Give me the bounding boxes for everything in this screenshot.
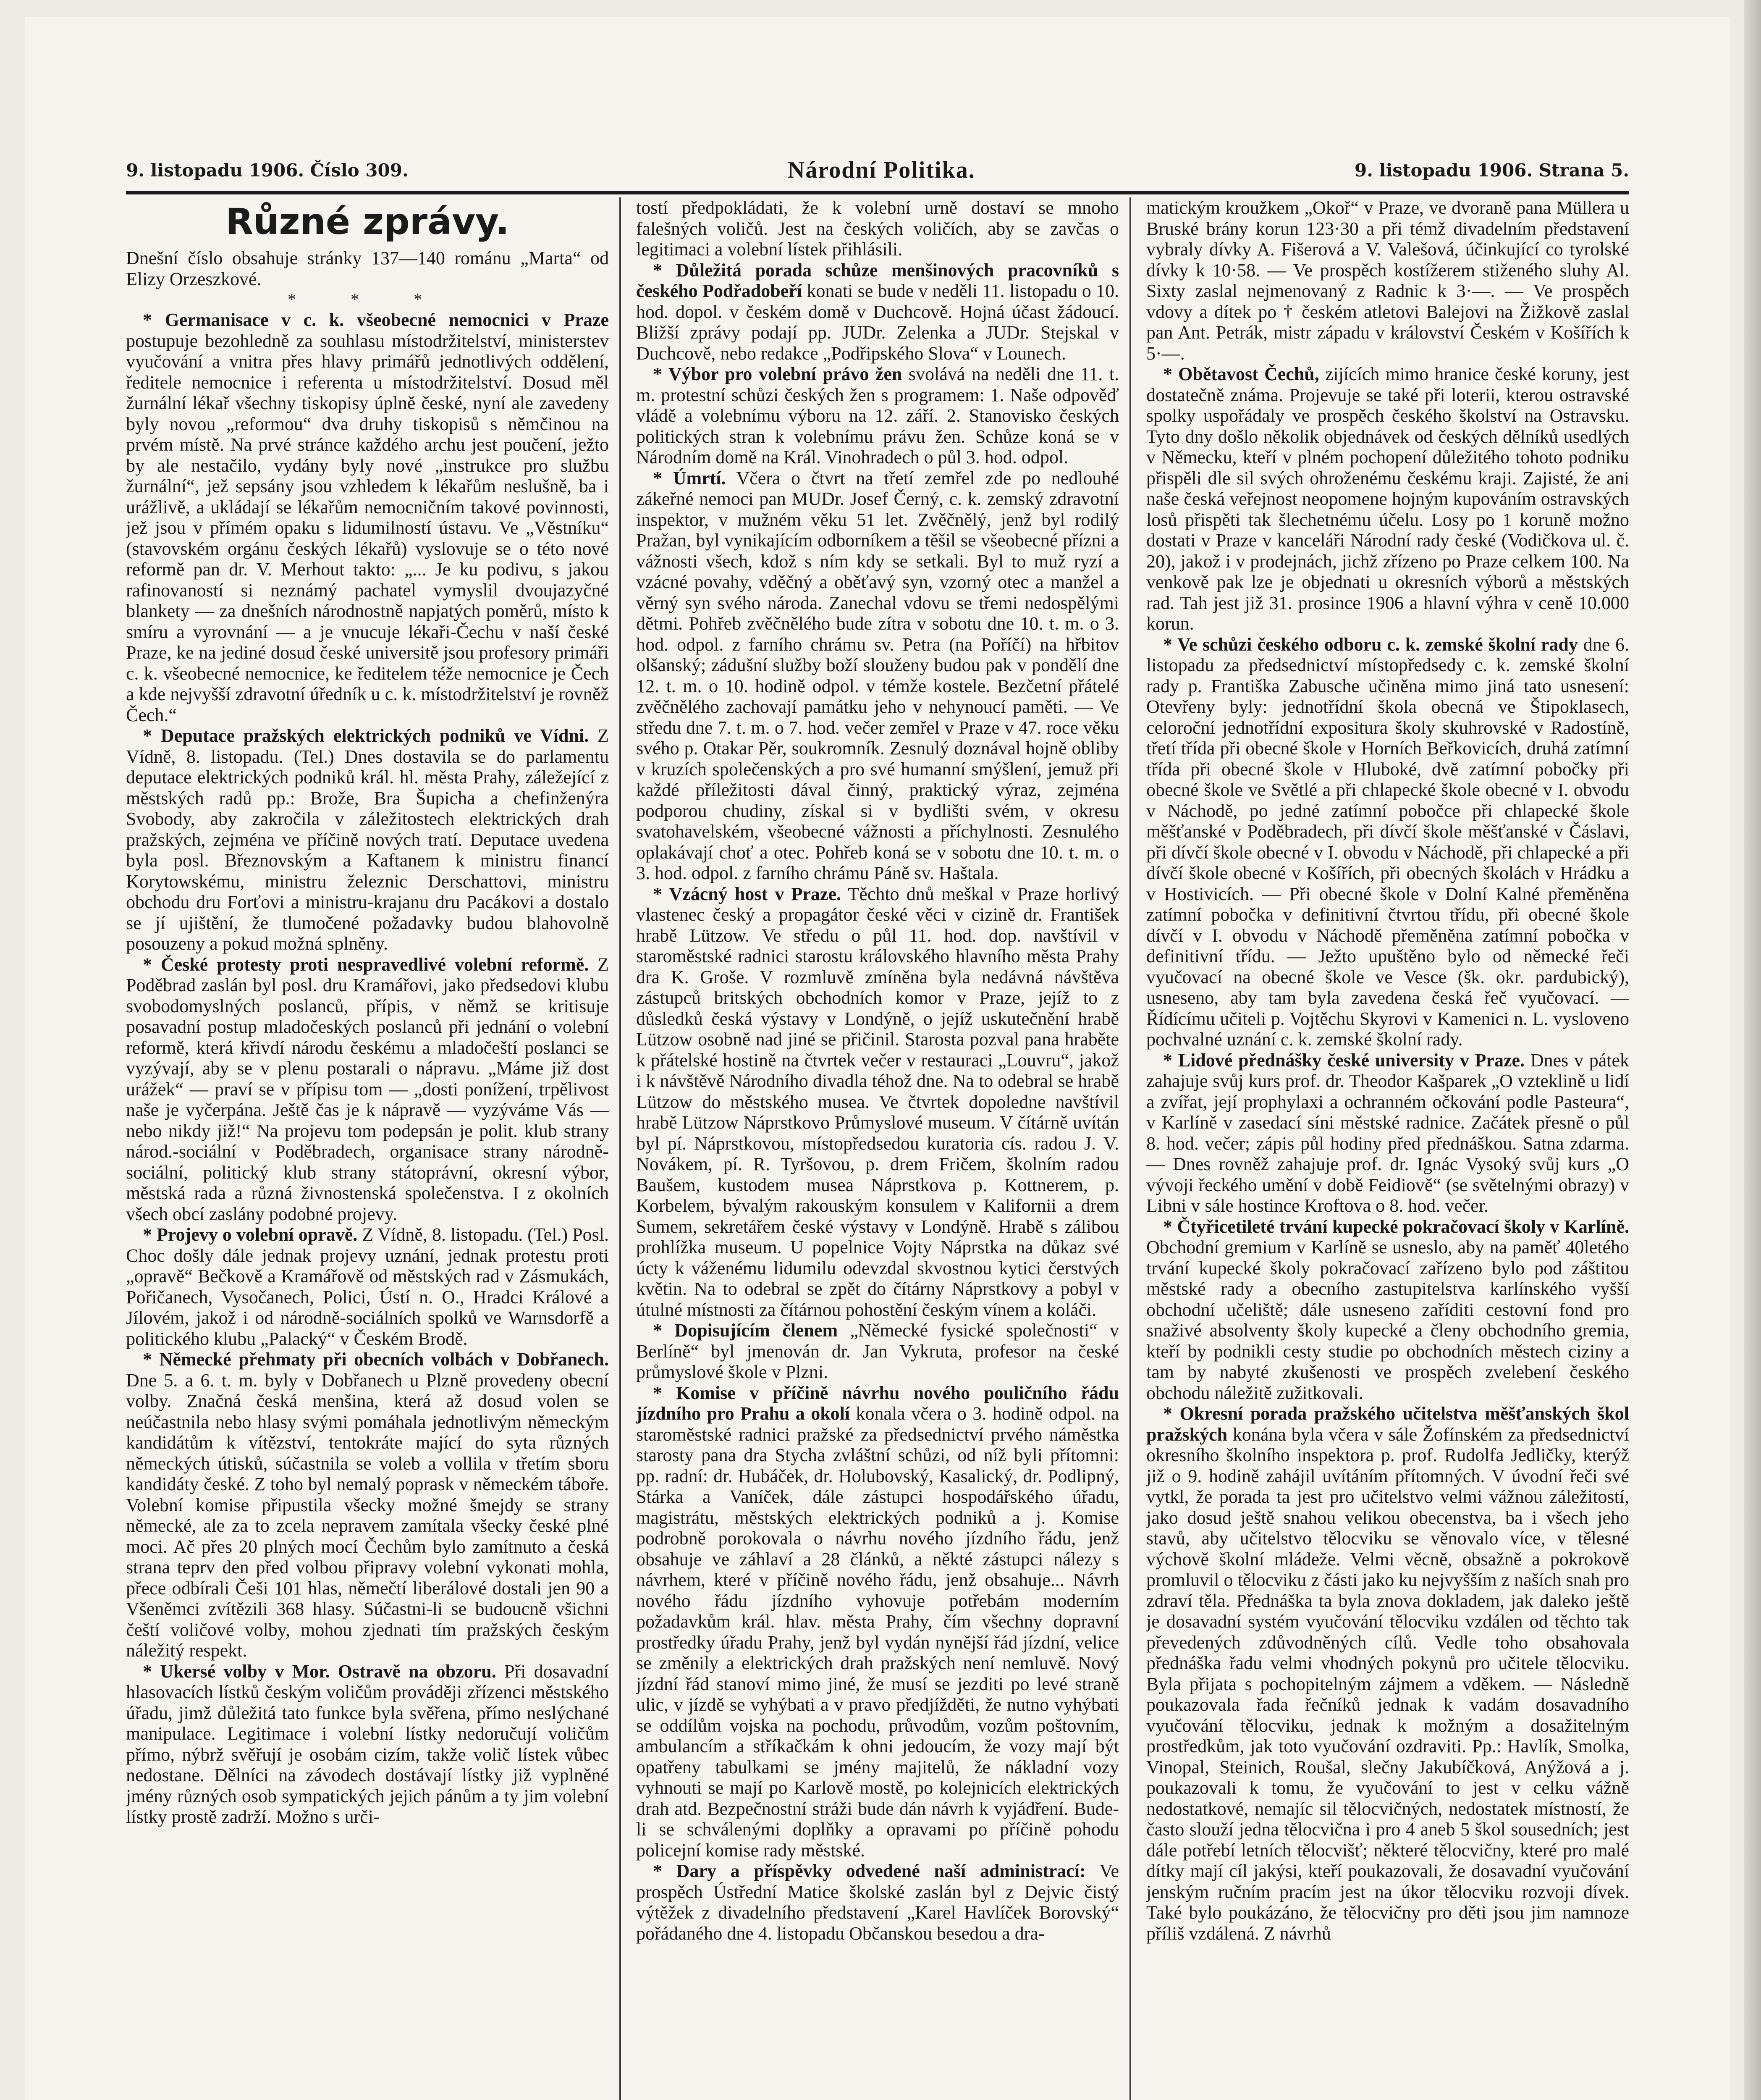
- news-paragraph: [636, 197, 1119, 260]
- column-1: [126, 197, 609, 2100]
- news-text: Dnešní číslo obsahuje stránky 137—140 románu „Marta“ od Elizy Orzeszkové.: [126, 248, 609, 289]
- news-text: konala včera o 3. hodině odpol. na staroměstské radnici pražské za předsednictví prvého náměstka starosty pana dra Stycha zvláštní schůzi, od níž byli přítomni: pp. radní: dr. Hubáček, dr. Holubovský, Kasalický, dr. Podlipný, Stárka a Vaníček, dále zástupci hospodářského úřadu, magistrátu, městských elektrických podniků a j. Komise podrobně porokovala o návrhu nového jízdního řádu, jenž obsahuje ve záhlaví a 28 článků, a někté zástupci nálezy s návrhem, které v příčině nového řádu, jenž obsahuje... Návrh nového řádu jízdního vyhovuje potřebám moderním požadavkům král. hlav. města Prahy, čím všechny dopravní prostředky úřadu Prahy, jenž byl vydán nynější řád jízdní, velice se změnily a elektrických drah pražských není nemluvě. Nový jízdní řád stanoví mimo jiné, že musí se jezditi po levé straně ulic, v jízdě se vyhýbati a v pravo předjížděti, že nutno vyhýbati se oddílům vojska na pochodu, průvodům, vozům poštovním, ambulancím a stříkačkám k ohni jedoucím, že vozy mají být opatřeny tabulkami se jmény majitelů, že nákladní vozy vyhnouti se mají po Karlově mostě, po kolejnicích elektrických drah atd. Bezpečnostní stráži bude dán návrh k vyjádření. Bude-li se schválenými doplňky a opravami po příčině pohodu policejní komise rady městské.: [636, 1403, 1119, 1861]
- news-paragraph: [126, 310, 609, 725]
- section-stars: * * *: [288, 290, 447, 309]
- news-lead: * Komise v příčině návrhu nového pouličního řádu jízdního pro Prahu a okolí: [636, 1382, 1119, 1424]
- news-text: Obchodní gremium v Karlíně se usneslo, aby na paměť 40letého trvání kupecké školy pokračovací zařízeno bylo pod záštitou městské rady a obecního zastupitelstva karlínského vyšší obchodní učeliště; dále usneseno zaříditi cestovní fond pro snaživé absolventy školy kupecké a členy obchodního gremia, kteří by podnikli cesty studie po obchodních městech ciziny a tam by nabyté zkušenosti ve prospěch zvelebení českého obchodu náležitě zužitkovali.: [1146, 1237, 1629, 1403]
- news-paragraph: [636, 884, 1119, 1320]
- news-text: Dne 5. a 6. t. m. byly v Dobřanech u Plzně provedeny obecní volby. Značná česká menšina, která až dosud volen se neúčastnila nebo hlasy svými pomáhala jednotlivým německým kandidátům k vítězství, tentokráte mající do syta různých německých útisků, súčastnila se voleb a vollila v třetím sboru kandidáty české. Z toho byl nemalý poprask v německém táboře. Volební komise připustila všecky možné šmejdy se strany německé, ale za to zcela nepravem zamítala všecky české plné moci. Ač přes 20 plných mocí Čechům bylo zamítnuto a česká strana teprv den před volbou připravy volební vykonati mohla, přece odbírali Češi 101 hlas, němečtí liberálové dostali jen 90 a Všeněmci zvítězili 368 hlasy. Súčastni-li se budoucně všichni čeští voličové volby, mohou zjednati tím pražských českým náležitý respekt.: [126, 1370, 609, 1661]
- news-paragraph: [1146, 1403, 1629, 1944]
- news-paragraph: [126, 1661, 609, 1827]
- news-lead: * Čtyřicetileté trvání kupecké pokračovací školy v Karlíně.: [1163, 1216, 1629, 1237]
- news-text: svolává na neděli dne 11. t. m. protestní schůzi českých žen s programem: 1. Naše odpověď vládě a volebnímu výboru na 12. září. 2. Stanovisko českých politických stran k volebnímu právu žen. Schůze koná se v Národním domě na Král. Vinohradech o půl 3. hod. odpol.: [636, 364, 1119, 467]
- news-text: Včera o čtvrt na třetí zemřel zde po nedlouhé zákeřné nemoci pan MUDr. Josef Černý, c. k. zemský zdravotní inspektor, v mužném věku 51 let. Zvěčnělý, jenž byl rodilý Pražan, byl vynikajícím odborníkem a těšil se všeobecné přízni a vážnosti všech, kdož s ním kdy se setkali. Byl to muž ryzí a vzácné povahy, vděčný a oběťavý syn, vzorný otec a manžel a věrný syn svého národa. Zanechal vdovu se třemi nedospělými dětmi. Pohřeb zvěčnělého bude zítra v sobotu dne 10. t. m. o 3. hod. odpol. z farního chrámu sv. Petra (na Poříčí) na hřbitov olšanský; zádušní služby boží slouženy budou pak v pondělí dne 12. t. m. o 10. hodině odpol. v témže kostele. Bezčetní přátelé zvěčnělého zachovají památku jeho v nehynoucí paměti. — Ve středu dne 7. t. m. o 7. hod. večer zemřel v Praze v 47. roce věku svého p. Otakar Pěr, soukromník. Zesnulý doznával hojně obliby v kruzích společenských a pro své humanní smýšlení, jemuž při každé příležitosti dával činný, praktický výraz, zejména podporou chudiny, získal si v bydlišti svém, v okresu svatohavelském, všeobecné vážnosti a příchylnosti. Zesnulého oplakávají choť a otec. Pohřeb koná se v sobotu dne 10. t. m. o 3. hod. odpol. z farního chrámu Páně sv. Haštala.: [636, 467, 1119, 883]
- news-lead: * Výbor pro volební právo žen: [653, 364, 902, 384]
- news-paragraph: [126, 1349, 609, 1661]
- page-header: [126, 151, 1629, 189]
- news-text: Při dosavadní hlasovacích lístků českým voličům prováději zřízenci městského úřadu, jimž důležitá tato funkce byla svěřena, přímo neslýchané manipulace. Legitimace i volební lístky nedoručují voličům přímo, nýbrž svěřují je osobám cizím, takže volič lístek vůbec nedostane. Dělníci na závodech dostávají lístky již vyplněné jmény různých osob sympatických jejich pánům a ty jim volební lístky prostě zadrží. Možno s urči-: [126, 1661, 609, 1827]
- news-paragraph: [1146, 1050, 1629, 1216]
- news-text: postupuje bezohledně za souhlasu místodržitelství, ministerstev vyučování a vnitra přes hlavy primářů jednotlivých oddělení, ředitele nemocnice i referenta u místodržitelství. Dosud měl žurnální lékař všechny tiskopisy úplně české, nyní ale zavedeny byly novou „reformou“ dva druhy tiskopisů s němčinou na prvém místě. Na prvé stránce každého archu jest poučení, ježto by ale nestačilo, vydány byly nové „instrukce pro službu žurnální“, jež sepsány jsou vzhledem k lékařům neslušně, ba i urážlivě, a ukládají se lékařům nemocničním takové povinnosti, jež jsou v přímém opaku s lidumilností ústavu. Ve „Věstníku“ (stavovském orgánu českých lékařů) vyslovuje se o této nové reformě pan dr. V. Merhout takto: „... Je ku podivu, s jakou rafinovaností si neznámý pachatel vymyslil dvoujazyčné blankety — za dnešních národnostně napjatých poměrů, místo k smíru a vyrovnání — a je vnucuje lékaři-Čechu v naší české Praze, ke na jediné dosud české universitě jsou profesory primáři c. k. všeobecné nemocnice, ke ředitelem téže nemocnice je Čech a kde nejvyšší zdravotní úředník u c. k. místodržitelství je rovněž Čech.“: [126, 330, 609, 725]
- news-paragraph: [126, 248, 609, 289]
- news-text: konána byla včera v sále Žofínském za předsednictví okresního školního inspektora p. prof. Rudolfa Jedličky, kterýž již o 9. hodině zahájil uvítáním přítomných. V úvodní řeči své vytkl, že porada ta jest pro učitelstvo velmi vážnou záležitostí, jako dosud ještě snahou velikou obecenstva, ba i všech jeho stavů, aby učitelstvo tělocviku se věnovalo více, v tělesné výchově školní mládeže. Velmi věcně, obsažně a pokrokově promluvil o tělocviku z části jako ku nejvyšším z naších snah pro zdraví těla. Přednáška ta byla znova dokladem, jak daleko ještě je dosavadní systém vyučování tělocviku vzdálen od těchto tak převedených zdůvodněných cílů. Vedle toho obsahovala přednáška řadu velmi vhodných pokynů pro učitele tělocviku. Byla přijata s pochopitelným zájmem a vděkem. — Následně poukazovala řada řečníků jednak k vadám dosavadního vyučování tělocviku, jednak k možným a dosažitelným prostředkům, jak toto vyučování ozdraviti. Pp.: Havlík, Smolka, Vinopal, Steinich, Roušal, slečny Jakubíčková, Anýžová a j. poukazovali k tomu, že vyučování to jest v celku vážně nedostatkové, nemajíc sil tělocvičných, nedostatek místností, že často slouží jedna tělocvična i pro 4 aneb 5 škol sousedních; jest dále potřebí letních tělocvišť; některé tělocvičny, které pro malé dítky mají cíl jakýsi, kteří poukazovali, že dosavadní vyučování jenským ručním pracím jest na úkor tělocviku rozvoji dívek. Také bylo poukázáno, že tělocvičny pro děti jsou jim namnoze příliš vzdálená. Z návrhů: [1146, 1424, 1629, 1944]
- column-divider: [619, 197, 621, 2100]
- news-paragraph: [636, 1320, 1119, 1383]
- news-lead: * Deputace pražských elektrických podniků ve Vídni.: [143, 725, 589, 746]
- news-paragraph: [1146, 1216, 1629, 1404]
- news-paragraph: [126, 954, 609, 1225]
- column-3: [1146, 197, 1629, 2100]
- news-paragraph: [1146, 364, 1629, 634]
- header-date-page: 9. listopadu 1906. Strana 5.: [1355, 160, 1629, 181]
- news-paragraph: [1146, 197, 1629, 364]
- news-lead: * Okresní porada pražského učitelstva měšťanských škol pražských: [1146, 1403, 1629, 1445]
- column-divider: [1129, 197, 1131, 2100]
- news-text: „Německé fysické společnosti“ v Berlíně“ byl jmenován dr. Jan Vykruta, profesor na české průmyslové škole v Plzni.: [636, 1320, 1119, 1382]
- news-paragraph: [636, 1861, 1119, 1944]
- news-text: konati se bude v neděli 11. listopadu o 10. hod. dopol. v českém domě v Duchcově. Hojná účast žádoucí. Bližší zprávy podají pp. JUDr. Zelenka a JUDr. Stejskal v Duchcově, nebo redakce „Podřipského Slova“ v Lounech.: [636, 281, 1119, 364]
- news-text: Ve prospěch Ústřední Matice školské zaslán byl z Dejvic čistý výtěžek z divadelního představení „Karel Havlíček Borovský“ pořádaného dne 4. listopadu Občanskou besedou a dra-: [636, 1861, 1119, 1944]
- news-lead: * Obětavost Čechů,: [1163, 364, 1319, 384]
- news-lead: * Vzácný host v Praze.: [653, 883, 841, 904]
- news-text: Z Vídně, 8. listopadu. (Tel.) Posl. Choc došly dále jednak projevy uznání, jednak protestu proti „opravě“ Bečkově a Kramářově od městských rad v Zásmukách, Pořičanech, Vysočanech, Polici, Ústí n. O., Hradci Králové a Jílovém, jakož i od národně-sociálních spolků ve Warnsdorfě a politického klubu „Palacký“ v Českém Brodě.: [126, 1224, 609, 1349]
- news-paragraph: [1146, 634, 1629, 1050]
- news-text: matickým kroužkem „Okoř“ v Praze, ve dvoraně pana Müllera u Bruské brány korun 123·30 a při témž divadelním představení vybraly dívky A. Fišerová a V. Valešová, účinkující co tyrolské dívky k 10·58. — Ve prospěch kostížerem stiženého sluhy Al. Sixty zaslal nejmenovaný z Radnic k 3·—. — Ve prospěch vdovy a dítek po † českém atletovi Balejovi na Žižkově zaslal pan Ant. Petrák, mistr západu v království Českém v Košířích k 5·—.: [1146, 197, 1629, 364]
- news-lead: * Dary a příspěvky odvedené naší administrací:: [653, 1861, 1086, 1881]
- news-text: Z Vídně, 8. listopadu. (Tel.) Dnes dostavila se do parlamentu deputace elektrických podniků král. hl. města Prahy, záležející z městských radů pp.: Brože, Bra Šupicha a chefinženýra Svobody, aby zakročila v záležitostech elektrických drah pražských, zejména ve příčině nových tratí. Deputace uvedena byla posl. Březnovským a Kaftanem k ministru financí Korytowskému, ministru železnic Derschattovi, ministru obchodu dru Forťovi a ministru-krajanu dru Pacákovi a dostalo se jí ujištění, že tlumočené požadavky budou blahovolně posouzeny a pokud možná splněny.: [126, 725, 609, 954]
- news-paragraph: [636, 468, 1119, 884]
- news-lead: * Projevy o volební opravě.: [143, 1224, 358, 1245]
- news-lead: * Německé přehmaty při obecních volbách v Dobřanech.: [143, 1349, 609, 1370]
- news-lead: * Lidové přednášky české university v Praze.: [1163, 1050, 1525, 1071]
- news-text: tostí předpokládati, že k volební urně dostaví se mnoho falešných voličů. Jest na českých voličích, aby se zavčas o legitimaci a volební lístek přihlásili.: [636, 197, 1119, 260]
- section-title: Různé zprávy.: [225, 201, 509, 243]
- page-edge: [1744, 0, 1761, 2100]
- header-rule: [126, 191, 1629, 194]
- news-lead: * České protesty proti nespravedlivé volební reformě.: [143, 954, 589, 975]
- news-lead: * Ukersé volby v Mor. Ostravě na obzoru.: [143, 1661, 496, 1682]
- news-text: dne 6. listopadu za předsednictví místopředsedy c. k. zemské školní rady p. Františka Zabusche učiněna mimo jiná tato usnesení: Otevřeny byly: jednotřídní škola obecná ve Štipoklasech, celoroční jednotřídní expositura školy skuhrovské v Radostíně, třetí třída při obecné škole v Horních Beřkovicích, druhá zatímní třída při obecné škole v Hluboké, dvě zatímní pobočky při obecné škole ve Světlé a při chlapecké škole obecné v I. obvodu v Náchodě, po jedné zatímní pobočce při chlapecké škole měšťanské v Poděbradech, při dívčí škole měšťanské v Čáslavi, při dívčí škole obecné v I. obvodu v Náchodě, při chlapecké a při dívčí škole obecné v Košířích, při obecných školách v Hrádku a v Hostivicích. — Při obecné škole v Dolní Kalné přeměněna zatímní pobočka v definitivní čtvrtou třídu, při obecné škole dívčí v I. obvodu v Náchodě přeměněna zatímní pobočka v definitivní třídu. — Ježto upuštěno bylo od německé řeči vyučovací na obecné škole ve Vesce (šk. okr. pardubický), usneseno, aby tam byla zavedena česká řeč vyučovací. — Řídícímu učiteli p. Vojtěchu Skyrovi v Kamenici n. L. vysloveno pochvalné uznání c. k. zemské školní rady.: [1146, 634, 1629, 1050]
- header-date-issue: 9. listopadu 1906. Číslo 309.: [126, 160, 409, 181]
- news-lead: * Úmrtí.: [653, 467, 726, 488]
- news-text: zijících mimo hranice české koruny, jest dostatečně známa. Projevuje se také při loterii, kterou ostravské spolky uspořádaly ve prospěch českého školství na Ostravsku. Tyto dny došlo několik objednávek od českých dělníků usedlých v Německu, kteří v plném pochopení důležitého tohoto podniku přispěli dle sil svých ohroženému českému kraji. Zajisté, že ani naše česká veřejnost neopomene hojným kupováním ostravských losů přispěti tak šlechetnému účelu. Losy po 1 koruně možno dostati v Praze v kanceláři Národní rady české (Vodičkova ul. č. 20), jakož i v prodejnách, jichž zřízeno po Praze celkem 100. Na venkově pak lze je objednati u okresních výborů a městských rad. Tah jest již 31. prosince 1906 a hlavní výhra v ceně 10.000 korun.: [1146, 364, 1629, 634]
- news-paragraph: [126, 1224, 609, 1349]
- news-lead: * Germanisace v c. k. všeobecné nemocnici v Praze: [143, 310, 609, 330]
- news-text: Dnes v pátek zahajuje svůj kurs prof. dr. Theodor Kašparek „O vzteklině u lidí a zvířat, její prophylaxi a ochranném očkování podle Pasteura“, v Karlíně v zasedací síni městské radnice. Začátek přesně o půl 8. hod. večer; zápis půl hodiny před přednáškou. Satna zdarma. — Dnes rovněž zahajuje prof. dr. Ignác Vysoký svůj kurs „O vývoji řeckého umění v době Feidiově“ (se světelnými obrazy) v Libni v sále hostince Kroftova o 8. hod. večer.: [1146, 1050, 1629, 1216]
- news-paragraph: [636, 260, 1119, 364]
- news-paragraph: [636, 364, 1119, 468]
- news-lead: * Ve schůzi českého odboru c. k. zemské školní rady: [1163, 634, 1578, 655]
- news-paragraph: [636, 1383, 1119, 1861]
- news-text: Těchto dnů meškal v Praze horlivý vlastenec český a propagátor české věci v cizině dr. František hrabě Lützow. Ve středu o půl 11. hod. dop. navštívil v staroměstské radnici starostu královského hlavního města Prahy dra K. Groše. V rozmluvě zmíněna byla nedávná návštěva zástupců britských obchodních komor v Praze, jejíž to z důsledků česká výstavy v Londýně, o jejíž uskutečnění hrabě Lützow osobně nad jiné se přičinil. Starosta pozval pana hraběte k přátelské hostině na čtvrtek večer v restauraci „Louvru“, jakož i k návštěvě Národního divadla téhož dne. Na to odebral se hrabě Lützow do městského musea. Ve čtvrtek dopoledne navštívil hrabě Lützow Náprstkovo Průmyslové museum. V čítárně uvítán byl pí. Náprstkovou, místopředsedou kuratoria cís. radou J. V. Novákem, pí. R. Tyršovou, p. drem Fričem, školním radou Baušem, kustodem musea Náprstkova p. Kottnerem, p. Korbelem, bývalým rakouským konsulem v Kalifornii a drem Sumem, sekretářem české výstavy v Londýně. Hrabě s zálibou prohlížka museum. U popelnice Vojty Náprstka na důkaz své úcty k váženému lidumilu odevzdal skvostnou kytici čerstvých květin. Na to odebral se zpět do čítárny Náprstkovy a pobyl v útulné místnosti za čítárnou pohostění českým vínem a koláči.: [636, 883, 1119, 1320]
- news-text: Z Poděbrad zaslán byl posl. dru Kramářovi, jako předsedovi klubu svobodomyslných poslanců, přípis, v němž se kritisuje posavadní postup mladočeských poslanců při jednání o volební reformě, která křivdí národu českému a mladočeští poslanci se vyzývají, aby se v plenu postarali o nápravu. „Máme již dost urážek“ — praví se v přípisu tom — „dosti ponížení, trpělivost naše je vyčerpána. Ještě čas je k nápravě — vyzýváme Vás — nebo nikdy již!“ Na projevu tom podepsán je polit. klub strany národ.-sociální v Poděbradech, organisace strany národně-sociální, politický klub strany státoprávní, okresní výbor, městská rada a různá živnostenská společenstva. I z okolních všech obcí zaslány podobné projevy.: [126, 954, 609, 1224]
- column-2: [636, 197, 1119, 2100]
- news-lead: * Dopisujícím členem: [653, 1320, 838, 1341]
- news-lead: * Důležitá porada schůze menšinových pracovníků s českého Podřadobeří: [636, 260, 1119, 301]
- masthead: Národní Politika.: [787, 157, 975, 183]
- news-paragraph: [126, 725, 609, 954]
